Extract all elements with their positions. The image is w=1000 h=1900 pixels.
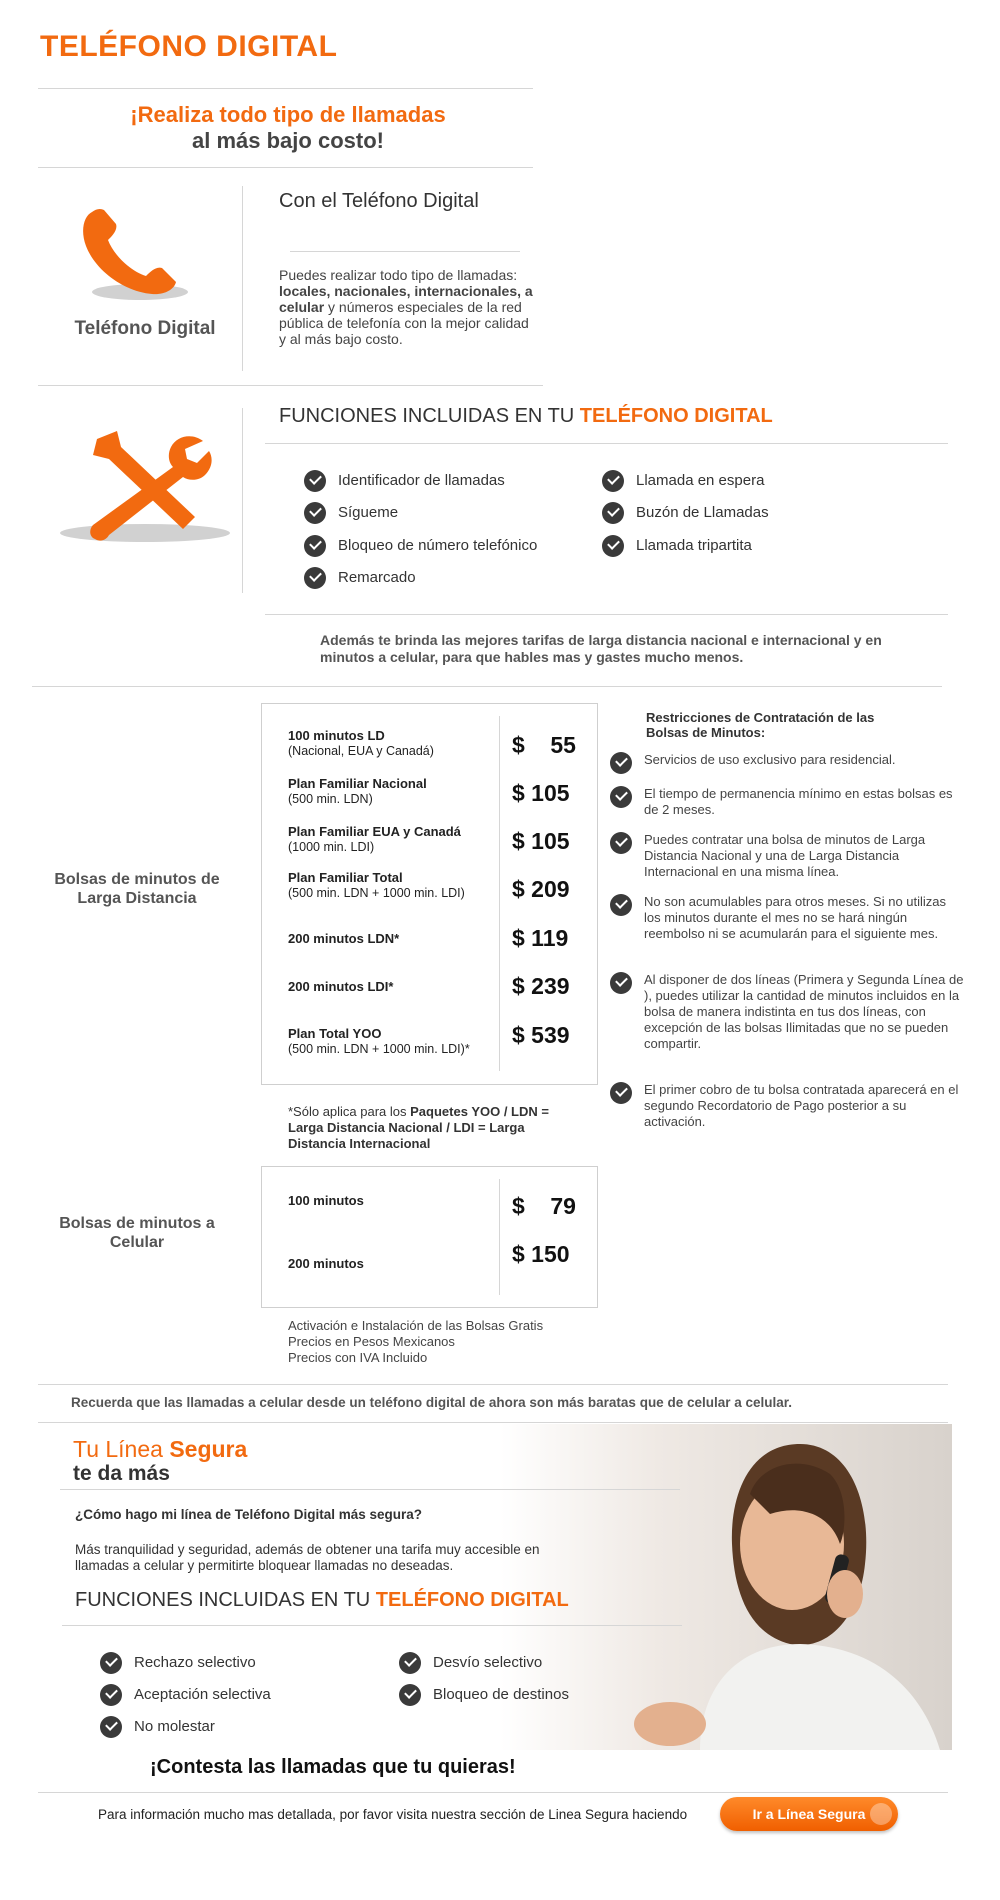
divider [265, 443, 948, 444]
button-label: Ir a Línea Segura [752, 1806, 866, 1822]
divider [38, 1792, 948, 1793]
tools-icon [55, 425, 235, 550]
divider [265, 614, 948, 615]
price-value: $ 79 [512, 1193, 576, 1219]
footer-text: Para información mucho mas detallada, por favor visita nuestra sección de Linea Segura haciendo [98, 1807, 688, 1822]
list-item: Llamada en espera [602, 470, 764, 492]
price-value: $ 539 [512, 1022, 570, 1048]
table-row: 100 minutos [288, 1193, 364, 1208]
check-icon [304, 535, 326, 557]
secure-title-line2: te da más [73, 1462, 170, 1485]
check-icon [399, 1652, 421, 1674]
subtitle-line1: ¡Realiza todo tipo de llamadas [130, 102, 446, 127]
check-icon [602, 502, 624, 524]
secure-answer: Más tranquilidad y seguridad, además de obtener una tarifa muy accesible en llamadas a celular y permitirte bloquear llamadas no deseadas. [75, 1542, 540, 1573]
features-heading: FUNCIONES INCLUIDAS EN TU TELÉFONO DIGITAL [279, 405, 773, 427]
divider [38, 1422, 948, 1423]
table-row: Plan Total YOO (500 min. LDN + 1000 min. LDI)* [288, 1026, 470, 1056]
cell-notes: Activación e Instalación de las Bolsas Gratis Precios en Pesos Mexicanos Precios con IVA Incluido [288, 1318, 544, 1365]
secure-features-heading: FUNCIONES INCLUIDAS EN TU TELÉFONO DIGITAL [75, 1589, 569, 1611]
intro-text: Puedes realizar todo tipo de llamadas: locales, nacionales, internacionales, a celular y números especiales de la red pública de telefonía con la mejor calidad y al más bajo costo. [279, 267, 533, 347]
divider [499, 716, 500, 1071]
divider [38, 88, 533, 89]
list-item: Servicios de uso exclusivo para residencial. [610, 752, 964, 768]
price-value: $ 119 [512, 925, 569, 951]
check-icon [304, 567, 326, 589]
secure-title: Tu Línea Segura [73, 1436, 248, 1462]
divider [242, 408, 243, 593]
table-row: Plan Familiar Nacional (500 min. LDN) [288, 776, 427, 806]
price-value: $ 150 [512, 1241, 570, 1267]
check-icon [610, 832, 632, 854]
page-title: TELÉFONO DIGITAL [40, 30, 338, 63]
check-icon [100, 1684, 122, 1706]
check-icon [100, 1716, 122, 1738]
price-value: $ 209 [512, 876, 570, 902]
list-item: Puedes contratar una bolsa de minutos de Larga Distancia Nacional y una de Larga Distancia Internacional en una misma línea. [610, 832, 964, 880]
list-item: Remarcado [304, 567, 416, 589]
check-icon [304, 470, 326, 492]
ld-price-table [261, 703, 598, 1085]
go-to-secure-line-button[interactable] [720, 1797, 898, 1831]
table-row: Plan Familiar Total (500 min. LDN + 1000 min. LDI) [288, 870, 465, 900]
list-item: Sígueme [304, 502, 398, 524]
check-icon [610, 1082, 632, 1104]
table-row: 100 minutos LD (Nacional, EUA y Canadá) [288, 728, 434, 758]
price-value: $ 239 [512, 973, 570, 999]
divider [499, 1179, 500, 1295]
check-icon [602, 470, 624, 492]
subtitle-line2: al más bajo costo! [192, 128, 384, 153]
check-icon [602, 535, 624, 557]
divider [290, 251, 520, 252]
check-icon [610, 972, 632, 994]
price-value: $ 105 [512, 780, 570, 806]
list-item: Desvío selectivo [399, 1652, 542, 1674]
check-icon [610, 752, 632, 774]
check-icon [399, 1684, 421, 1706]
list-item: Al disponer de dos líneas (Primera y Segunda Línea de ), puedes utilizar la cantidad de minutos incluidos en la bolsa de manera indistinta en tus dos líneas, con excepción de las bolsas Ilimitadas que no se pueden compartir. [610, 972, 964, 1052]
list-item: El tiempo de permanencia mínimo en estas bolsas es de 2 meses. [610, 786, 964, 818]
price-value: $ 55 [512, 732, 576, 758]
list-item: Identificador de llamadas [304, 470, 505, 492]
phone-icon-label: Teléfono Digital [74, 318, 216, 339]
table-row: Plan Familiar EUA y Canadá (1000 min. LDI) [288, 824, 461, 854]
list-item: Llamada tripartita [602, 535, 752, 557]
restrictions-title: Restricciones de Contratación de las Bolsas de Minutos: [646, 710, 875, 740]
divider [60, 1489, 680, 1490]
check-icon [100, 1652, 122, 1674]
divider [32, 686, 942, 687]
secure-slogan: ¡Contesta las llamadas que tu quieras! [150, 1756, 516, 1778]
table-row: 200 minutos LDI* [288, 979, 394, 994]
check-icon [304, 502, 326, 524]
features-note: Además te brinda las mejores tarifas de larga distancia nacional e internacional y en minutos a celular, para que hables mas y gastes mucho menos. [320, 632, 882, 665]
ld-footnote: *Sólo aplica para los Paquetes YOO / LDN = Larga Distancia Nacional / LDI = Larga Distancia Internacional [288, 1104, 549, 1151]
price-value: $ 105 [512, 828, 570, 854]
table-row: 200 minutos LDN* [288, 931, 400, 946]
check-icon [610, 786, 632, 808]
phone-icon [70, 200, 190, 310]
list-item: Buzón de Llamadas [602, 502, 769, 524]
divider [62, 1625, 682, 1626]
list-item: No molestar [100, 1716, 215, 1738]
list-item: Aceptación selectiva [100, 1684, 271, 1706]
cell-bundles-label: Bolsas de minutos a Celular [59, 1215, 215, 1251]
list-item: No son acumulables para otros meses. Si no utilizas los minutos durante el mes no se hará ningún reembolso ni se acumularán para el siguiente mes. [610, 894, 964, 942]
ld-bundles-label: Bolsas de minutos de Larga Distancia [54, 871, 220, 907]
list-item: El primer cobro de tu bolsa contratada aparecerá en el segundo Recordatorio de Pago posterior a su activación. [610, 1082, 964, 1130]
divider [38, 167, 533, 168]
secure-question: ¿Cómo hago mi línea de Teléfono Digital más segura? [75, 1507, 423, 1522]
table-row: 200 minutos [288, 1256, 364, 1271]
pointer-hand-icon [870, 1803, 892, 1825]
intro-heading: Con el Teléfono Digital [279, 190, 479, 212]
list-item: Bloqueo de número telefónico [304, 535, 537, 557]
list-item: Rechazo selectivo [100, 1652, 256, 1674]
check-icon [610, 894, 632, 916]
divider [38, 385, 543, 386]
list-item: Bloqueo de destinos [399, 1684, 569, 1706]
divider [242, 186, 243, 371]
cell-price-table [261, 1166, 598, 1308]
reminder-text: Recuerda que las llamadas a celular desde un teléfono digital de ahora son más baratas que de celular a celular. [71, 1395, 793, 1410]
divider [38, 1384, 948, 1385]
